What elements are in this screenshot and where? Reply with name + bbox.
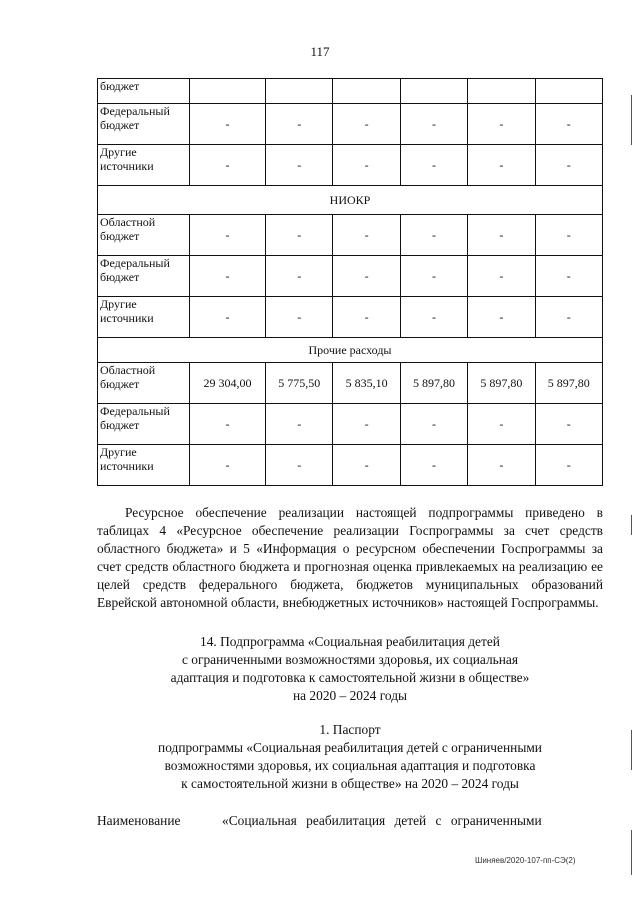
table-cell: 5 775,50 [266, 363, 333, 404]
subprogram-heading-line: адаптация и подготовка к самостоятельной жизни в обществе» [170, 670, 530, 685]
table-cell: - [333, 256, 400, 297]
resource-paragraph [97, 504, 603, 612]
subprogram-heading-line: на 2020 – 2024 годы [292, 688, 408, 703]
table-cell: 5 897,80 [535, 363, 602, 404]
scan-edge-mark [631, 730, 632, 770]
table-cell [266, 79, 333, 104]
scan-edge-mark [631, 95, 632, 145]
footer-code: Шиняев/2020-107-пп-СЭ(2) [475, 856, 576, 865]
subprogram-heading [97, 633, 603, 705]
table-row [98, 256, 603, 297]
table-cell: - [333, 215, 400, 256]
table-cell: - [333, 145, 400, 186]
passport-heading [97, 721, 603, 793]
table-row [98, 215, 603, 256]
table-cell: - [468, 104, 535, 145]
table-cell [535, 79, 602, 104]
resource-paragraph-text: Ресурсное обеспечение реализации настоящей подпрограммы приведено в таблицах 4 «Ресурсное обеспечение реализации Госпрограммы за счет средств областного бюджета» и 5 «Информация о ресурсном обеспечении Госпрограммы за счет средств областного бюджета и прогнозная оценка привлекаемых на реализацию ее целей средств федерального бюджета, бюджетов муниципальных образований Еврейской автономной области, внебюджетных источников» настоящей Госпрограммы. [97, 505, 603, 610]
table-cell: - [400, 445, 467, 486]
table-cell: - [190, 445, 266, 486]
table-cell: - [266, 104, 333, 145]
table-cell: - [468, 145, 535, 186]
subprogram-heading-line: с ограниченными возможностями здоровья, их социальная [181, 652, 519, 667]
table-cell: - [190, 215, 266, 256]
page-number: 117 [310, 44, 330, 59]
table-cell: - [266, 445, 333, 486]
table-row-label: Федеральный бюджет [98, 104, 190, 145]
table-row [98, 145, 603, 186]
table-row [98, 404, 603, 445]
table-cell: - [400, 104, 467, 145]
passport-name-text: «Социальная реабилитация детей с ограниченными [222, 813, 542, 828]
passport-name-label: Наименование [97, 813, 181, 828]
subprogram-heading-line: 14. Подпрограмма «Социальная реабилитация детей [200, 634, 500, 649]
table-cell: - [333, 297, 400, 338]
table-cell: 5 897,80 [400, 363, 467, 404]
table-row [98, 297, 603, 338]
table-section-row [98, 186, 603, 215]
table-cell: - [468, 256, 535, 297]
passport-heading-line: возможностями здоровья, их социальная адаптация и подготовка [164, 758, 536, 773]
table-cell: - [400, 145, 467, 186]
table-cell: - [266, 297, 333, 338]
table-cell: - [190, 404, 266, 445]
table-row-label: Областной бюджет [98, 363, 190, 404]
table-row-label: Другие источники [98, 297, 190, 338]
table-cell: - [333, 104, 400, 145]
table-cell: - [190, 104, 266, 145]
table-cell: - [190, 145, 266, 186]
table-cell: - [535, 215, 602, 256]
table-cell: - [535, 256, 602, 297]
table-cell: - [190, 256, 266, 297]
table-row [98, 363, 603, 404]
table-section-row [98, 338, 603, 363]
table-cell: - [400, 256, 467, 297]
table-section-title: НИОКР [98, 186, 603, 215]
table-row-label: Другие источники [98, 445, 190, 486]
table-cell: - [535, 404, 602, 445]
table-cell: - [535, 104, 602, 145]
table-row-label: бюджет [98, 79, 190, 104]
table-cell [400, 79, 467, 104]
table-cell: - [535, 445, 602, 486]
table-row [98, 445, 603, 486]
passport-heading-line: к самостоятельной жизни в обществе» на 2020 – 2024 годы [181, 776, 519, 791]
table-cell: - [190, 297, 266, 338]
scan-edge-mark [631, 515, 632, 535]
table-cell: - [333, 404, 400, 445]
passport-heading-line: подпрограммы «Социальная реабилитация детей с ограниченными [158, 740, 542, 755]
table-row-label: Областной бюджет [98, 215, 190, 256]
table-cell: - [400, 404, 467, 445]
table-cell: - [266, 145, 333, 186]
table-cell: - [400, 297, 467, 338]
table-cell: - [535, 145, 602, 186]
table-cell: - [333, 445, 400, 486]
budget-table [97, 78, 603, 486]
table-cell: 5 835,10 [333, 363, 400, 404]
table-cell: 5 897,80 [468, 363, 535, 404]
budget-table-body [98, 79, 603, 486]
table-cell: - [468, 445, 535, 486]
table-row-label: Другие источники [98, 145, 190, 186]
table-cell: - [468, 297, 535, 338]
passport-heading-line: 1. Паспорт [319, 722, 381, 737]
scan-edge-mark [631, 830, 632, 875]
table-row-label: Федеральный бюджет [98, 256, 190, 297]
table-cell: - [266, 256, 333, 297]
table-cell [468, 79, 535, 104]
table-cell: - [400, 215, 467, 256]
table-row [98, 104, 603, 145]
table-cell: - [535, 297, 602, 338]
table-cell: - [266, 215, 333, 256]
table-row [98, 79, 603, 104]
table-cell: - [468, 215, 535, 256]
table-cell: 29 304,00 [190, 363, 266, 404]
table-cell: - [266, 404, 333, 445]
table-section-title: Прочие расходы [98, 338, 603, 363]
table-cell [190, 79, 266, 104]
table-cell [333, 79, 400, 104]
table-row-label: Федеральный бюджет [98, 404, 190, 445]
table-cell: - [468, 404, 535, 445]
